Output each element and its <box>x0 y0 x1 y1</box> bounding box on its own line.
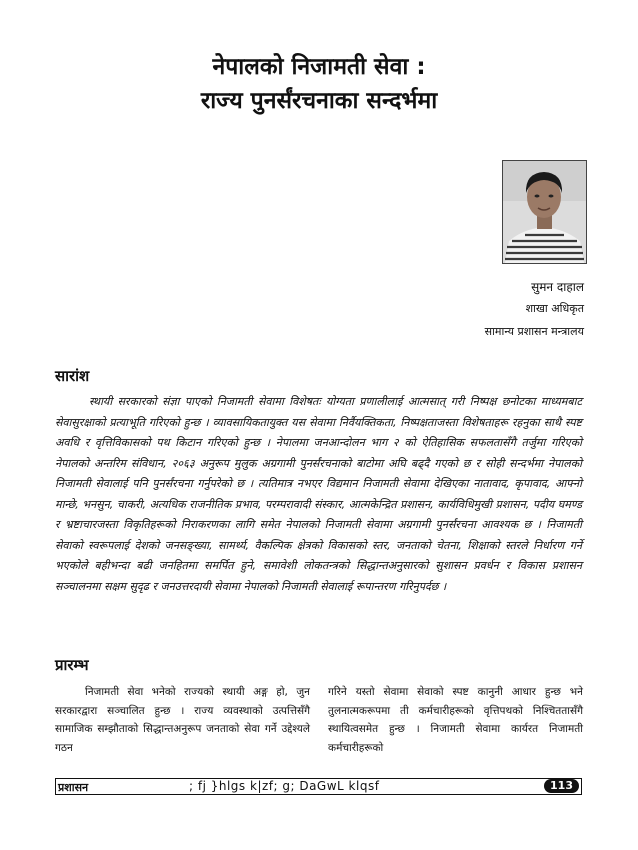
abstract-text: स्थायी सरकारको संज्ञा पाएको निजामती सेवामा विशेषतः योग्यता प्रणालीलाई आत्मसात् गरी निष्पक्ष छनोटका माध्यमबाट सेवासुरक्षाको प्रत्याभूति गरिएको हुन्छ । व्यावसायिकतायुक्त यस सेवामा निर्वैयक्तिकता, निष्पक्षताजस्ता विशेषताहरू रहनुका साथै स्पष्ट अवधि र वृत्तिविकासको पथ किटान गरिएको हुन्छ । नेपालमा जनआन्दोलन भाग २ को ऐतिहासिक सफलतासँगै तर्जुमा गरिएको नेपालको अन्तरिम संविधान, २०६३ अनुरूप मुलुक अग्रगामी पुनर्संरचनाको बाटोमा अघि बढ्दै गएको छ र सोही सन्दर्भमा नेपालको निजामती सेवालाई पनि पुनर्संरचना गर्नुपरेको छ । त्यतिमात्र नभएर विद्यमान निजामती सेवामा देखिएका नातावाद, कृपावाद, आफ्नो मान्छे, भनसुन, चाकरी, अत्यधिक राजनीतिक प्रभाव, परम्परावादी संस्कार, आत्मकेन्द्रित प्रशासन, कार्यविधिमुखी प्रशासन, पदीय घमण्ड र भ्रष्टाचारजस्ता विकृतिहरूको निराकरणका लागि समेत नेपालको निजामती सेवामा अग्रगामी पुनर्संरचना आवश्यक छ । निजामती सेवाको स्वरूपलाई देशको जनसङ्ख्या, सामर्थ्य, वैकल्पिक क्षेत्रको विकासको स्तर, जनताको चेतना, शिक्षाको स्तरले निर्धारण गर्ने भएकोले बहीभन्दा बढी जनहितमा समर्पित हुने, समावेशी लोकतन्त्रको सिद्धान्तअनुसारको सुशासन प्रवर्धन र विकास प्रशासन सञ्चालनमा सक्षम सुदृढ र जनउत्तरदायी सेवामा नेपालको निजामती सेवालाई रूपान्तरण गरिनुपर्दछ । <box>55 395 582 593</box>
intro-column-left: निजामती सेवा भनेको राज्यको स्थायी अङ्ग हो, जुन सरकारद्वारा सञ्चालित हुन्छ । राज्य व्यवस्थाको उत्पत्तिसँगै सामाजिक सम्झौताको सिद्धान्तअनुरूप जनताको सेवा गर्ने उद्देश्यले गठन <box>55 686 310 754</box>
author-organization: सामान्य प्रशासन मन्त्रालय <box>484 325 584 338</box>
footer-journal-subtitle: ; fj }hlgs k|zf; g; DaGwL klqsf <box>189 779 380 793</box>
article-title-line-2: राज्य पुनर्संरचनाका सन्दर्भमा <box>200 88 438 114</box>
author-portrait-image <box>503 161 586 263</box>
page-number: 113 <box>544 779 579 793</box>
intro-heading: प्रारम्भ <box>55 656 89 674</box>
article-title-line-1: नेपालको निजामती सेवा : <box>212 54 426 80</box>
footer-journal-name: प्रशासन <box>58 781 89 794</box>
page-footer <box>55 778 582 795</box>
author-photo <box>502 160 587 264</box>
author-position: शाखा अधिकृत <box>525 302 584 315</box>
author-name: सुमन दाहाल <box>531 280 584 294</box>
abstract-heading: सारांश <box>55 367 90 385</box>
intro-column-right: गरिने यस्तो सेवामा सेवाको स्पष्ट कानुनी आधार हुन्छ भने तुलनात्मकरूपमा ती कर्मचारीहरूको वृत्तिपथको निश्चिततासँगै स्थायित्वसमेत हुन्छ । निजामती सेवामा कार्यरत निजामती कर्मचारीहरूको <box>328 686 583 754</box>
